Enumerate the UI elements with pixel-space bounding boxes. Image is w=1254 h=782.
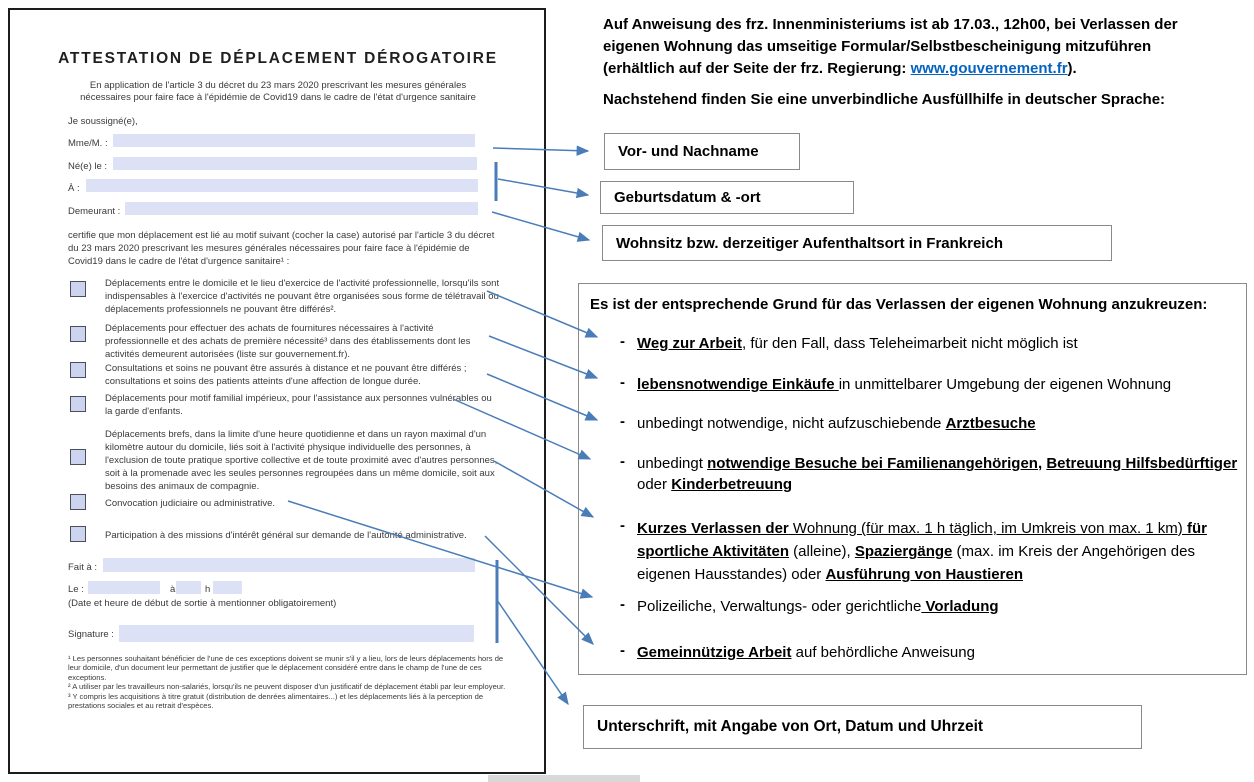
footnotes <box>68 654 516 710</box>
reason-checkbox-7[interactable] <box>70 526 86 542</box>
form-intro: Je soussigné(e), <box>68 116 138 127</box>
reason-text-1: Déplacements entre le domicile et le lieu d'exercice de l'activité professionnelle, lorsqu'ils sont indispensables à l'exercice d'activités ne pouvant être organisées sous forme de télétravail ou déplacements professionnels ne pouvant être différés². <box>105 278 500 315</box>
reason-text-5: Déplacements brefs, dans la limite d'une heure quotidienne et dans un rayon maximal d'un kilomètre autour du domicile, liés soit à l'activité physique individuelle des personnes, à l'exclusion de toute pratique sportive collective et de toute proximité avec d'autres personnes, soit à la promenade avec les seules personnes regroupées dans un même domicile, soit aux besoins des animaux de compagnie. <box>105 429 498 492</box>
birthdate-input[interactable] <box>113 157 477 170</box>
bullet-dash-7: - <box>620 642 625 659</box>
residence-input[interactable] <box>125 202 478 215</box>
guide-bullet-7: Gemeinnützige Arbeit auf behördliche Anweisung <box>637 644 975 661</box>
reason-checkbox-4[interactable] <box>70 396 86 412</box>
minute-input[interactable] <box>213 581 242 594</box>
bullet-dash-3: - <box>620 413 625 430</box>
birthdate-label: Né(e) le : <box>68 161 108 172</box>
label-box-birth <box>600 181 854 214</box>
bullet-dash-6: - <box>620 596 625 613</box>
label-box-birth-text: Geburtsdatum & -ort <box>614 189 761 206</box>
signature-note-text: Unterschrift, mit Angabe von Ort, Datum und Uhrzeit <box>597 718 984 735</box>
reason-checkbox-5[interactable] <box>70 449 86 465</box>
reason-text-4: Déplacements pour motif familial impérieux, pour l'assistance aux personnes vulnérables ou la garde d'enfants. <box>105 393 492 417</box>
certify-paragraph: certifie que mon déplacement est lié au motif suivant (cocher la case) autorisé par l'article 3 du décret du 23 mars 2020 prescrivant les mesures générales nécessaires pour faire face à l'épidémie de Covid19 dans le cadre de l'état d'urgence sanitaire¹ : <box>68 230 495 267</box>
hour-input[interactable] <box>176 581 201 594</box>
name-label: Mme/M. : <box>68 138 108 149</box>
name-input[interactable] <box>113 134 475 147</box>
le-date-input[interactable] <box>88 581 160 594</box>
guide-subtitle: Nachstehend finden Sie eine unverbindliche Ausfüllhilfe in deutscher Sprache: <box>603 91 1166 108</box>
reason-text-6: Convocation judiciaire ou administrative. <box>105 498 276 509</box>
hour-label: h <box>205 584 211 595</box>
residence-label: Demeurant : <box>68 206 121 217</box>
birthplace-label: À : <box>68 183 80 194</box>
footnote-1: ¹ Les personnes souhaitant bénéficier de l'une de ces exceptions doivent se munir s'il y a lieu, lors de leurs déplacements hors de leur domicile, d'un document leur permettant de justifier que le déplacement considéré entre dans le champ de l'une de ces exceptions. <box>68 654 504 682</box>
date-note: (Date et heure de début de sortie à mentionner obligatoirement) <box>68 598 337 609</box>
reason-checkbox-2[interactable] <box>70 326 86 342</box>
bullet-dash-5: - <box>620 517 625 534</box>
fait-a-input[interactable] <box>103 558 475 572</box>
footnote-3: ³ Y compris les acquisitions à titre gratuit (distribution de denrées alimentaires...) et les déplacements liés à la perception de prestations sociales et au retrait d'espèces. <box>68 691 484 711</box>
signature-input[interactable] <box>119 625 474 642</box>
guide-bullet-1: Weg zur Arbeit, für den Fall, dass Teleheimarbeit nicht möglich ist <box>637 335 1078 352</box>
footnote-2: ² A utiliser par les travailleurs non-salariés, lorsqu'ils ne peuvent disposer d'un justificatif de déplacement établi par leur employeur. <box>68 682 506 692</box>
reasons-guide-heading: Es ist der entsprechende Grund für das Verlassen der eigenen Wohnung anzukreuzen: <box>590 296 1208 313</box>
reason-text-7: Participation à des missions d'intérêt général sur demande de l'autorité administrative. <box>105 530 467 541</box>
label-box-residence <box>602 225 1112 261</box>
bullet-dash-1: - <box>620 333 625 350</box>
at-label: à <box>170 584 176 595</box>
reason-checkbox-1[interactable] <box>70 281 86 297</box>
reason-text-3: Consultations et soins ne pouvant être assurés à distance et ne pouvant être différés ; consultations et soins des patients atteints d'une affection de longue durée. <box>105 363 467 387</box>
gouvernement-link[interactable]: www.gouvernement.fr <box>910 60 1068 77</box>
reason-checkbox-6[interactable] <box>70 494 86 510</box>
label-box-name-text: Vor- und Nachname <box>618 143 759 160</box>
guide-bullet-2: lebensnotwendige Einkäufe in unmittelbarer Umgebung der eigenen Wohnung <box>637 376 1172 393</box>
guide-intro-line-1: Auf Anweisung des frz. Innenministeriums ist ab 17.03., 12h00, bei Verlassen der <box>603 16 1178 33</box>
form-subtitle: En application de l'article 3 du décret du 23 mars 2020 prescrivant les mesures générales nécessaires pour faire face à l'épidémie de Covid19 dans le cadre de l'état d'urgence sanitaire <box>80 80 476 103</box>
fait-a-label: Fait à : <box>68 562 98 573</box>
reason-checkbox-3[interactable] <box>70 362 86 378</box>
guide-intro-line-2: eigenen Wohnung das umseitige Formular/Selbstbescheinigung mitzuführen <box>603 38 1152 55</box>
label-box-name <box>604 133 800 170</box>
birthplace-input[interactable] <box>86 179 478 192</box>
guide-bullet-4: unbedingt notwendige Besuche bei Familienangehörigen, Betreuung Hilfsbedürftiger oder Kinderbetreuung <box>637 455 1238 493</box>
reason-text-2: Déplacements pour effectuer des achats de fournitures nécessaires à l'activité professionnelle et des achats de première nécessité³ dans des établissements dont les activités demeurent autorisées (liste sur gouvernement.fr). <box>105 323 471 360</box>
guide-bullet-6: Polizeiliche, Verwaltungs- oder gerichtliche Vorladung <box>637 598 999 615</box>
signature-note-box <box>583 705 1142 749</box>
bullet-dash-2: - <box>620 374 625 391</box>
page-edge-artifact <box>488 775 640 782</box>
guide-bullet-3: unbedingt notwendige, nicht aufzuschiebende Arztbesuche <box>637 415 1036 432</box>
le-label: Le : <box>68 584 84 595</box>
form-title: ATTESTATION DE DÉPLACEMENT DÉROGATOIRE <box>58 50 498 67</box>
guide-intro-line-3: (erhältlich auf der Seite der frz. Regierung: www.gouvernement.fr). <box>603 60 1077 77</box>
bullet-dash-4: - <box>620 453 625 470</box>
signature-label: Signature : <box>68 629 114 640</box>
label-box-residence-text: Wohnsitz bzw. derzeitiger Aufenthaltsort in Frankreich <box>616 234 1003 252</box>
guide-bullet-5: Kurzes Verlassen der Wohnung (für max. 1 h täglich, im Umkreis von max. 1 km) für sportliche Aktivitäten (alleine), Spaziergänge (max. im Kreis der Angehörigen des eigenen Hausstandes) oder Ausführung von Haustieren <box>637 520 1207 583</box>
